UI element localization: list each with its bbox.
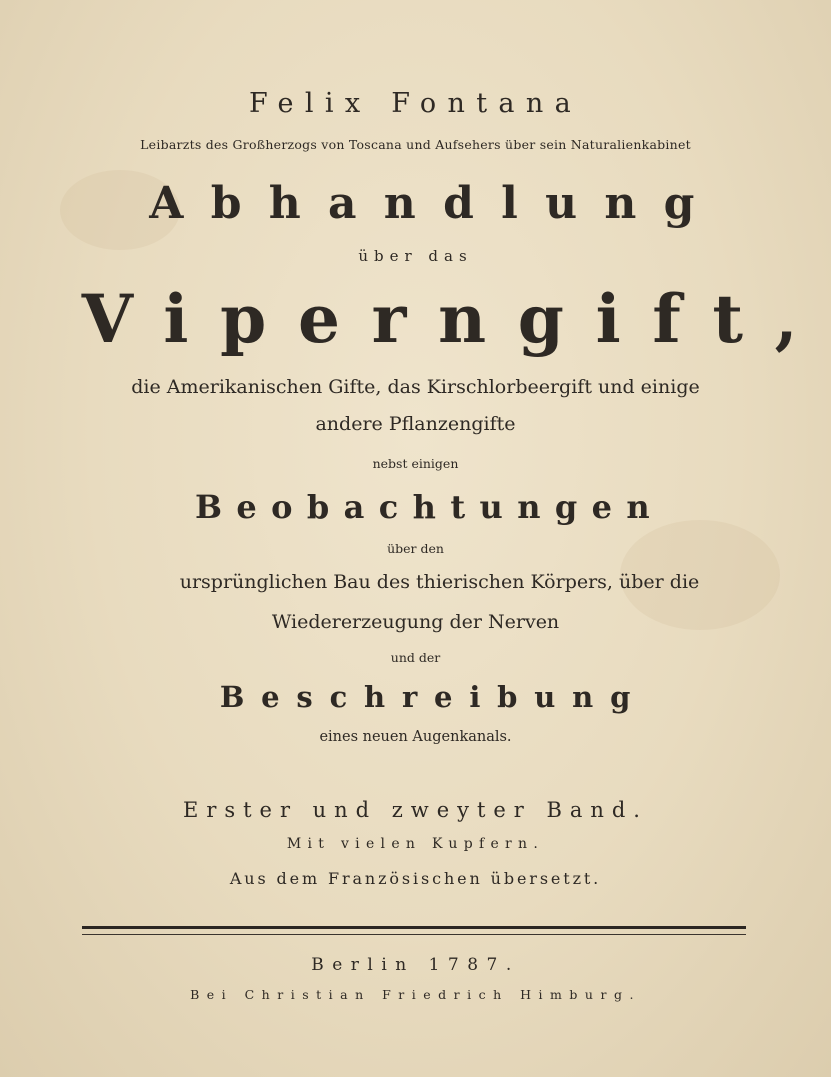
title-main: Abhandlung — [149, 178, 722, 229]
double-rule-top — [82, 926, 746, 929]
subtitle-line-1: die Amerikanischen Gifte, das Kirschlorbeergift und einige — [131, 376, 700, 398]
subject-title: Viperngift, — [81, 280, 830, 358]
observations-title: Beobachtungen — [194, 488, 665, 526]
description-title: Beschreibung — [219, 680, 648, 714]
canal-text: eines neuen Augenkanals. — [319, 729, 512, 745]
subtitle-line-4: Wiedererzeugung der Nerven — [271, 611, 560, 633]
translation-note: Aus dem Französischen übersetzt. — [229, 869, 602, 888]
author-position: Leibarzts des Großherzogs von Toscana und Aufsehers über sein Naturalienkabinet — [140, 137, 691, 152]
author-name: Felix Fontana — [248, 88, 583, 119]
plates-text: Mit vielen Kupfern. — [286, 836, 545, 852]
nebst-text: nebst einigen — [372, 456, 459, 471]
double-rule-bottom — [82, 934, 746, 935]
volume-text: Erster und zweyter Band. — [183, 798, 648, 822]
und-der-text: und der — [390, 650, 441, 665]
about-text: über das — [358, 247, 473, 265]
imprint-place-year: Berlin 1787. — [311, 955, 520, 975]
imprint-printer: Bei Christian Friedrich Himburg. — [190, 987, 641, 1002]
subtitle-line-2: andere Pflanzengifte — [315, 413, 516, 435]
ueber-den-text: über den — [387, 541, 444, 556]
subtitle-line-3: ursprünglichen Bau des thierischen Körpers, über die — [179, 571, 700, 593]
